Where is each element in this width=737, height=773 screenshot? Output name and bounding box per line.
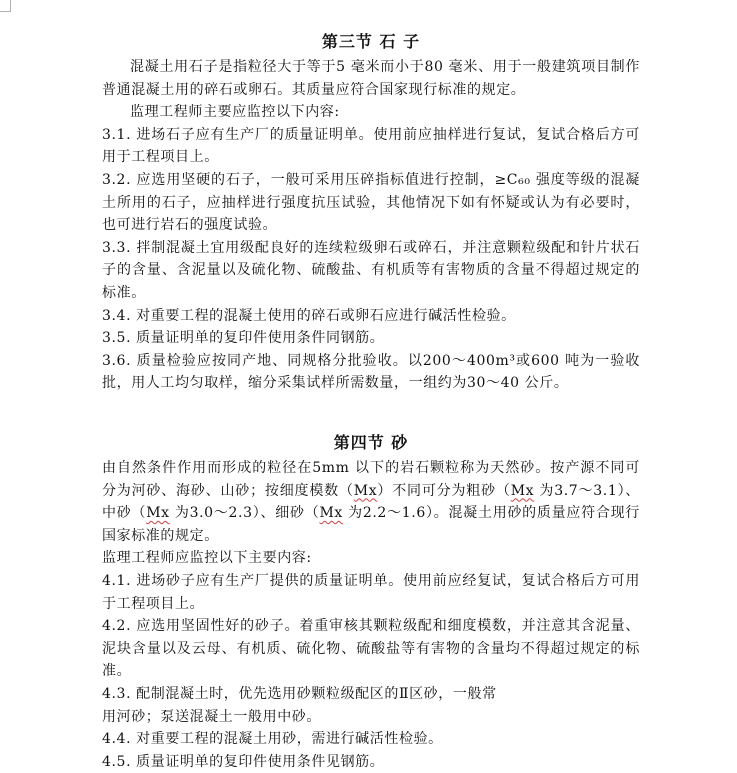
section-4-item-3: 4.3. 配制混凝土时，优先选用砂颗粒级配区的Ⅱ区砂，一般常 <box>102 685 497 702</box>
section-4-item-1: 4.1. 进场砂子应有生产厂提供的质量证明单。使用前应经复试，复试合格后方可用于工程项目上。 <box>102 572 640 612</box>
page-corner-mark-horizontal <box>0 11 11 12</box>
fineness-modulus-symbol: Mx <box>319 505 343 522</box>
section-4-intro-text-3: 为3.7～3.1）、中砂（ <box>102 482 640 522</box>
section-3-item-4: 3.4. 对重要工程的混凝土使用的碎石或卵石应进行碱活性检验。 <box>102 307 516 324</box>
section-3-title: 第三节 石 子 <box>321 32 421 51</box>
section-4-title: 第四节 砂 <box>333 433 409 452</box>
section-4-item-3-continued: 用河砂；泵送混凝土一般用中砂。 <box>102 708 321 725</box>
section-4-item-2: 4.2. 应选用坚固性好的砂子。着重审核其颗粒级配和细度模数，并注意其含泥量、泥块含量以及云母、有机质、硫化物、硫酸盐等有害物的含量均不得超过规定的标准。 <box>102 618 640 680</box>
section-4 <box>102 432 640 773</box>
section-3-intro: 混凝土用石子是指粒径大于等于5 毫米而小于80 毫米、用于一般建筑项目制作普通混凝土用的碎石或卵石。其质量应符合国家现行标准的规定。 <box>102 59 640 98</box>
section-4-intro-text-4: 为3.0～2.3）、细砂（ <box>169 505 320 522</box>
section-3 <box>102 31 640 395</box>
section-3-item-1: 3.1. 进场石子应有生产厂的质量证明单。使用前应抽样进行复试，复试合格后方可用于工程项目上。 <box>102 126 640 166</box>
section-3-lead: 监理工程师主要应监控以下内容: <box>130 104 340 121</box>
section-4-lead: 监理工程师应监控以下主要内容: <box>102 550 312 567</box>
section-4-intro-text-5: 为2.2～1.6）。混凝土用砂的质量应符合现行国家标准的规定。 <box>102 505 640 544</box>
section-4-item-5: 4.5. 质量证明单的复印件使用条件见钢筋。 <box>102 753 385 770</box>
fineness-modulus-symbol: Mx <box>146 505 170 522</box>
section-3-item-5: 3.5. 质量证明单的复印件使用条件同钢筋。 <box>102 330 385 347</box>
section-4-intro <box>102 457 640 547</box>
section-4-item-4: 4.4. 对重要工程的混凝土用砂，需进行碱活性检验。 <box>102 731 443 748</box>
fineness-modulus-symbol: Mx <box>353 482 378 499</box>
fineness-modulus-symbol: Mx <box>510 482 535 499</box>
section-4-intro-text-1: 由自然条件作用而形成的粒径在5mm 以下的岩石颗粒称为天然砂。按产源不同可分为河砂、海砂、山砂；按细度模数（ <box>102 460 640 499</box>
section-3-item-6: 3.6. 质量检验应按同产地、同规格分批验收。以200～400m³或600 吨为一验收批，用人工均匀取样，缩分采集试样所需数量，一组约为30～40 公斤。 <box>102 352 640 392</box>
section-4-intro-text-2: ）不同可分为粗砂（ <box>377 482 511 499</box>
section-3-item-3: 3.3. 拌制混凝土宜用级配良好的连续粒级卵石或碎石，并注意颗粒级配和针片状石子的含量、含泥量以及硫化物、硫酸盐、有机质等有害物质的含量不得超过规定的标准。 <box>102 239 640 301</box>
section-3-item-2: 3.2. 应选用坚硬的石子，一般可采用压碎指标值进行控制，≥C₆₀ 强度等级的混凝土所用的石子，应抽样进行强度抗压试验，其他情况下如有怀疑或认为有必要时，也可进行岩石的强度试验。 <box>102 171 640 234</box>
